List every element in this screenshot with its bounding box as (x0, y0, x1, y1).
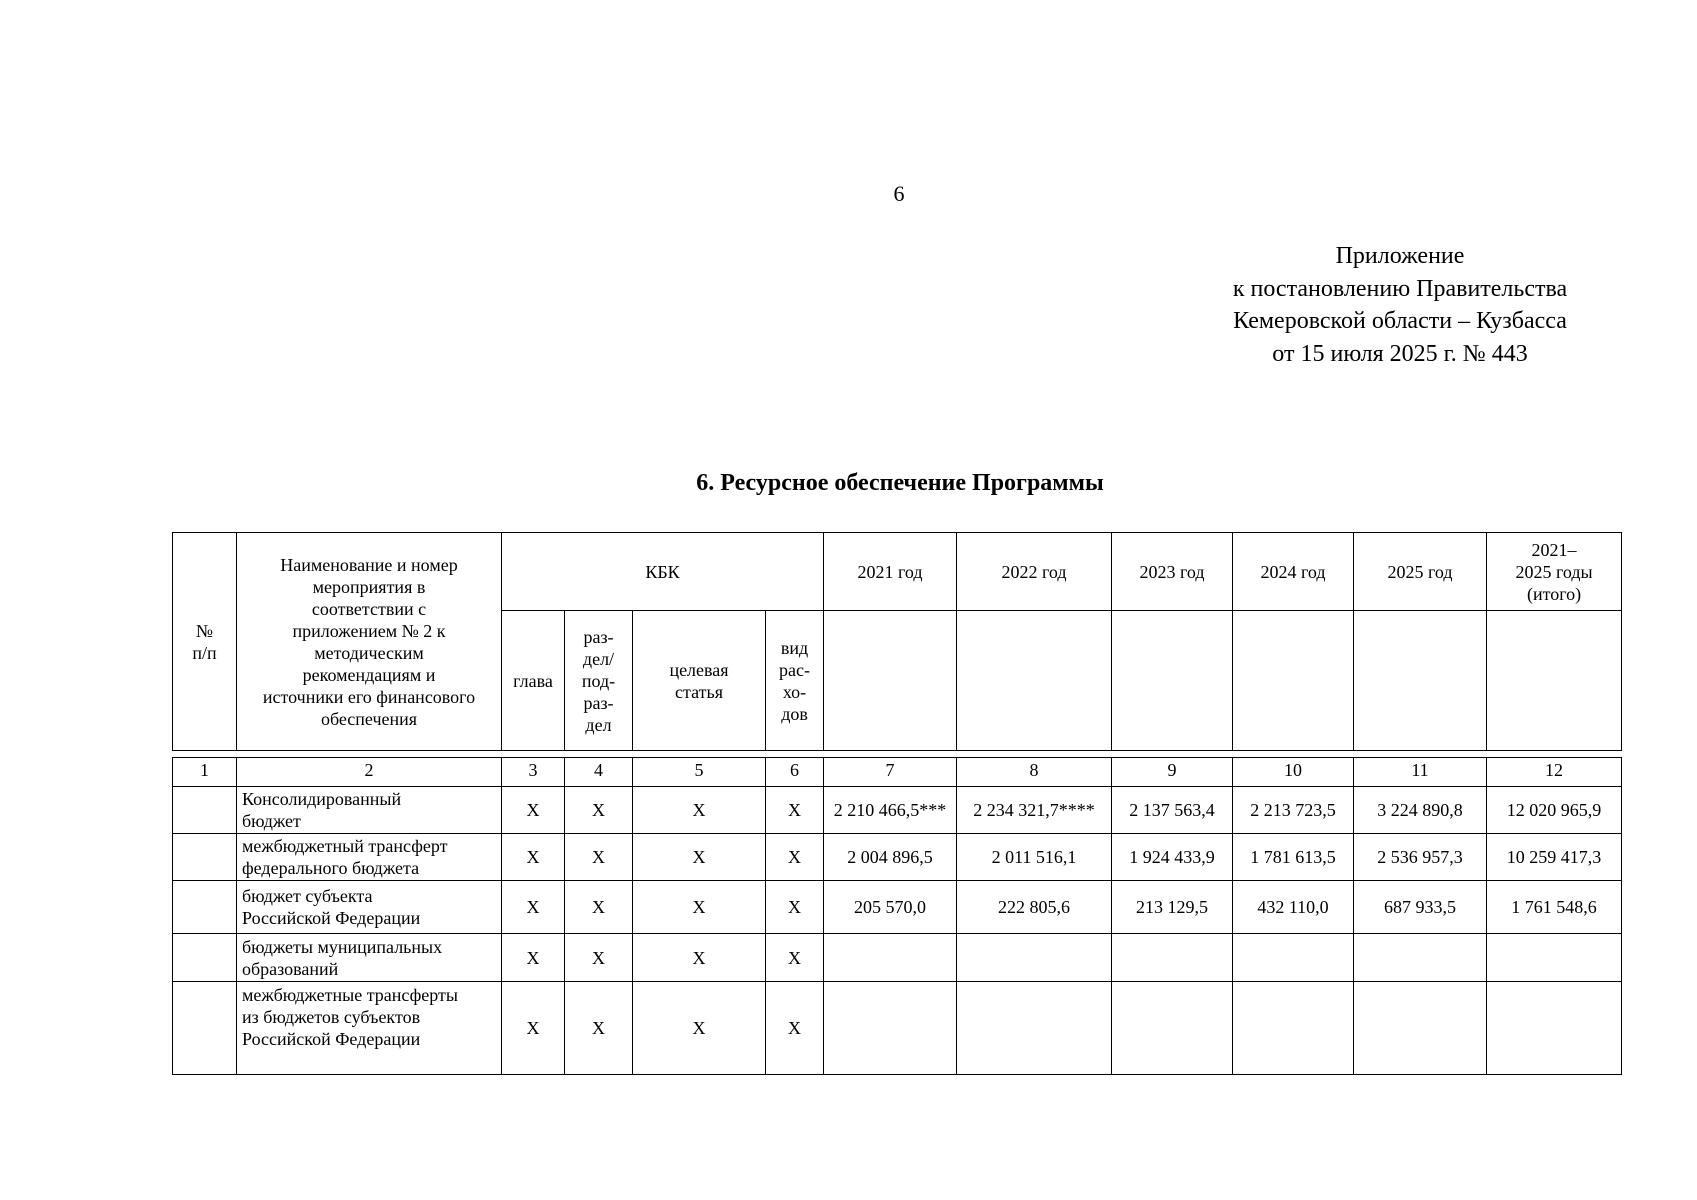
cell-2023: 1 924 433,9 (1112, 834, 1233, 881)
table-row-municipal-budgets (173, 934, 1622, 982)
cell-vid: X (766, 787, 824, 834)
cell-2022: 2 234 321,7**** (957, 787, 1112, 834)
column-number: 5 (633, 758, 766, 787)
table-row-consolidated-budget (173, 787, 1622, 834)
appendix-block (1180, 240, 1620, 370)
column-number: 4 (565, 758, 633, 787)
row-num (173, 881, 237, 934)
cell-2022: 222 805,6 (957, 881, 1112, 934)
cell-total (1487, 934, 1622, 982)
cell-vid: X (766, 934, 824, 982)
table-row-subject-budget (173, 881, 1622, 934)
cell-razdel: X (565, 834, 633, 881)
appendix-line-4: от 15 июля 2025 г. № 443 (1272, 340, 1528, 367)
column-number: 1 (173, 758, 237, 787)
row-name: бюджеты муниципальных образований (237, 934, 502, 982)
cell-celevaya: X (633, 881, 766, 934)
cell-2024: 2 213 723,5 (1233, 787, 1354, 834)
cell-total: 12 020 965,9 (1487, 787, 1622, 834)
column-number: 6 (766, 758, 824, 787)
cell-total: 10 259 417,3 (1487, 834, 1622, 881)
cell-2023 (1112, 982, 1233, 1075)
column-number: 8 (957, 758, 1112, 787)
table-title: 6. Ресурсное обеспечение Программы (696, 470, 1104, 496)
cell-2023: 213 129,5 (1112, 881, 1233, 934)
column-number-row (173, 758, 1622, 787)
cell-2025: 687 933,5 (1354, 881, 1487, 934)
cell-celevaya: X (633, 834, 766, 881)
header-empty-2021 (824, 611, 957, 751)
cell-razdel: X (565, 982, 633, 1075)
cell-celevaya: X (633, 934, 766, 982)
header-total: 2021– 2025 годы (итого) (1487, 533, 1622, 611)
cell-2025: 2 536 957,3 (1354, 834, 1487, 881)
column-number: 2 (237, 758, 502, 787)
row-num (173, 834, 237, 881)
appendix-line-1: Приложение (1335, 243, 1465, 269)
appendix-line-2: к постановлению Правительства (1232, 275, 1568, 302)
table-row-federal-transfer (173, 834, 1622, 881)
cell-glava: X (502, 881, 565, 934)
cell-2024 (1233, 934, 1354, 982)
cell-2021 (824, 982, 957, 1075)
cell-celevaya: X (633, 982, 766, 1075)
header-celevaya: целевая статья (633, 611, 766, 751)
cell-2022 (957, 982, 1112, 1075)
row-name: межбюджетный трансферт федерального бюджета (237, 834, 502, 881)
column-number: 10 (1233, 758, 1354, 787)
header-2021: 2021 год (824, 533, 957, 611)
cell-2022: 2 011 516,1 (957, 834, 1112, 881)
header-num: № п/п (173, 533, 237, 751)
cell-glava: X (502, 787, 565, 834)
cell-2021 (824, 934, 957, 982)
cell-2024: 1 781 613,5 (1233, 834, 1354, 881)
cell-2021: 205 570,0 (824, 881, 957, 934)
row-name: Консолидированный бюджет (237, 787, 502, 834)
cell-vid: X (766, 982, 824, 1075)
column-number: 11 (1354, 758, 1487, 787)
column-number: 12 (1487, 758, 1622, 787)
header-vid: вид рас- хо- дов (766, 611, 824, 751)
cell-2024 (1233, 982, 1354, 1075)
cell-2025: 3 224 890,8 (1354, 787, 1487, 834)
cell-razdel: X (565, 881, 633, 934)
table-row-subject-transfers (173, 982, 1622, 1075)
header-2022: 2022 год (957, 533, 1112, 611)
row-num (173, 982, 237, 1075)
row-num (173, 787, 237, 834)
header-empty-2025 (1354, 611, 1487, 751)
cell-razdel: X (565, 787, 633, 834)
header-empty-2024 (1233, 611, 1354, 751)
cell-2025 (1354, 934, 1487, 982)
header-2025: 2025 год (1354, 533, 1487, 611)
cell-2025 (1354, 982, 1487, 1075)
cell-2024: 432 110,0 (1233, 881, 1354, 934)
header-2023: 2023 год (1112, 533, 1233, 611)
row-num (173, 934, 237, 982)
cell-total: 1 761 548,6 (1487, 881, 1622, 934)
row-name: бюджет субъекта Российской Федерации (237, 881, 502, 934)
cell-2021: 2 210 466,5*** (824, 787, 957, 834)
cell-razdel: X (565, 934, 633, 982)
row-name: межбюджетные трансферты из бюджетов субъектов Российской Федерации (237, 982, 502, 1075)
header-kbk: КБК (502, 533, 824, 611)
header-2024: 2024 год (1233, 533, 1354, 611)
header-razdel: раз- дел/ под- раз- дел (565, 611, 633, 751)
cell-2021: 2 004 896,5 (824, 834, 957, 881)
cell-glava: X (502, 982, 565, 1075)
resource-table-body (172, 757, 1622, 1075)
page-number: 6 (893, 181, 905, 206)
cell-glava: X (502, 934, 565, 982)
cell-2022 (957, 934, 1112, 982)
cell-vid: X (766, 881, 824, 934)
header-glava: глава (502, 611, 565, 751)
column-number: 7 (824, 758, 957, 787)
cell-vid: X (766, 834, 824, 881)
header-empty-total (1487, 611, 1622, 751)
appendix-line-3: Кемеровской области – Кузбасса (1233, 308, 1567, 334)
header-empty-2023 (1112, 611, 1233, 751)
cell-total (1487, 982, 1622, 1075)
cell-2023 (1112, 934, 1233, 982)
header-name: Наименование и номер мероприятия в соответствии с приложением № 2 к методическим рекомендациям и источники его финансового обеспечения (237, 533, 502, 751)
column-number: 3 (502, 758, 565, 787)
header-empty-2022 (957, 611, 1112, 751)
cell-glava: X (502, 834, 565, 881)
cell-celevaya: X (633, 787, 766, 834)
cell-2023: 2 137 563,4 (1112, 787, 1233, 834)
resource-table-header (172, 532, 1622, 751)
column-number: 9 (1112, 758, 1233, 787)
